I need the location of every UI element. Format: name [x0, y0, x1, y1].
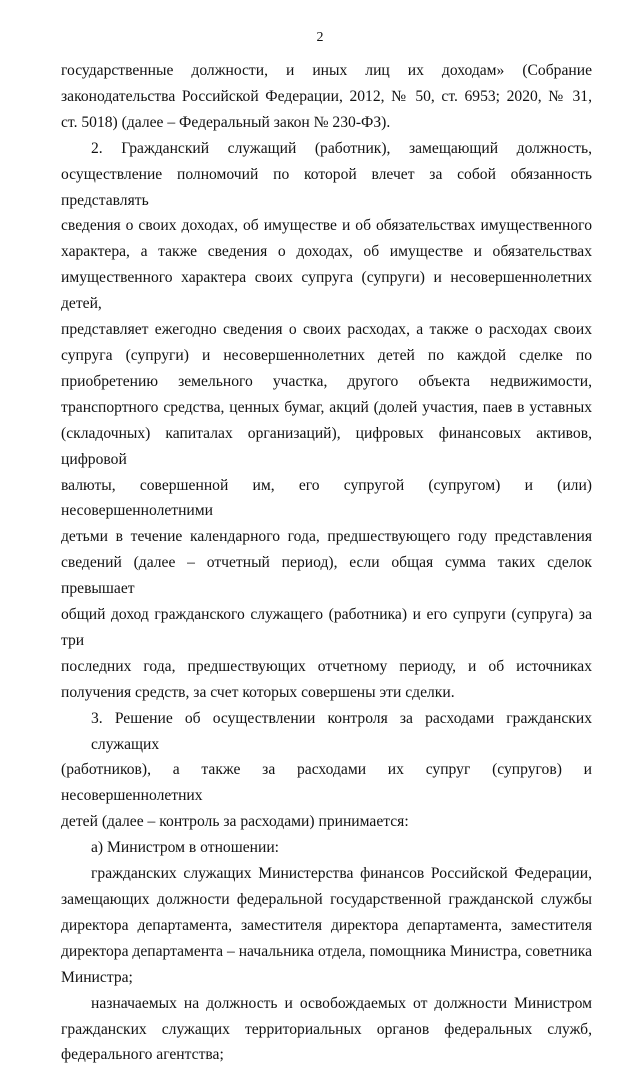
text-line: сведений (далее – отчетный период), если общая сумма таких сделок превышает [61, 554, 592, 598]
text-line: валюты, совершенной им, его супругой (супругом) и (или) несовершеннолетними [61, 476, 592, 520]
text-line: имущественного характера своих супруга (супруги) и несовершеннолетних детей, [61, 269, 592, 313]
text-line: замещающих должности федеральной государственной гражданской службы [61, 891, 592, 908]
text-line: приобретению земельного участка, другого объекта недвижимости, [61, 372, 592, 390]
text-line: характера, а также сведения о доходах, об имуществе и обязательствах [61, 243, 592, 261]
text-line: осуществление полномочий по которой влечет за собой обязанность представлять [61, 165, 592, 209]
text-line: директора департамента, заместителя директора департамента, заместителя [61, 916, 592, 934]
text-line: (складочных) капиталах организаций), цифровых финансовых активов, цифровой [61, 424, 592, 468]
text-line: последних года, предшествующих отчетному периоду, и об источниках [61, 657, 592, 675]
text-line: 2. Гражданский служащий (работник), замещающий должность, [91, 139, 592, 157]
document-body [61, 58, 592, 1068]
text-line: государственные должности, и иных лиц их доходам» (Собрание [61, 62, 592, 79]
text-line: транспортного средства, ценных бумаг, акций (долей участия, паев в уставных [61, 398, 592, 416]
text-line: супруга (супруги) и несовершеннолетних детей по каждой сделке по [61, 346, 592, 364]
text-line: ст. 5018) (далее – Федеральный закон № 230-ФЗ). [61, 113, 391, 131]
text-line: Министра; [61, 968, 133, 986]
text-line: 3. Решение об осуществлении контроля за расходами гражданских служащих [91, 709, 592, 753]
text-line: получения средств, за счет которых совершены эти сделки. [61, 683, 455, 701]
text-line: общий доход гражданского служащего (работника) и его супруги (супруга) за три [61, 606, 592, 649]
page-number: 2 [316, 30, 324, 45]
text-line: (работников), а также за расходами их супруг (супругов) и несовершеннолетних [61, 761, 592, 805]
text-line: а) Министром в отношении: [91, 839, 280, 857]
text-line: представляет ежегодно сведения о своих расходах, а также о расходах своих [61, 321, 592, 339]
text-line: федерального агентства; [61, 1046, 224, 1064]
text-line: гражданских служащих Министерства финансов Российской Федерации, [91, 865, 592, 883]
text-line: детьми в течение календарного года, предшествующего году представления [61, 528, 592, 546]
text-line: сведения о своих доходах, об имуществе и об обязательствах имущественного [61, 217, 592, 235]
text-line: директора департамента – начальника отдела, помощника Министра, советника [61, 942, 592, 960]
text-line: назначаемых на должность и освобождаемых от должности Министром [91, 994, 592, 1012]
text-line: законодательства Российской Федерации, 2012, № 50, ст. 6953; 2020, № 31, [61, 87, 592, 105]
text-line: детей (далее – контроль за расходами) принимается: [61, 813, 409, 831]
text-line: гражданских служащих территориальных органов федеральных служб, [61, 1020, 592, 1038]
